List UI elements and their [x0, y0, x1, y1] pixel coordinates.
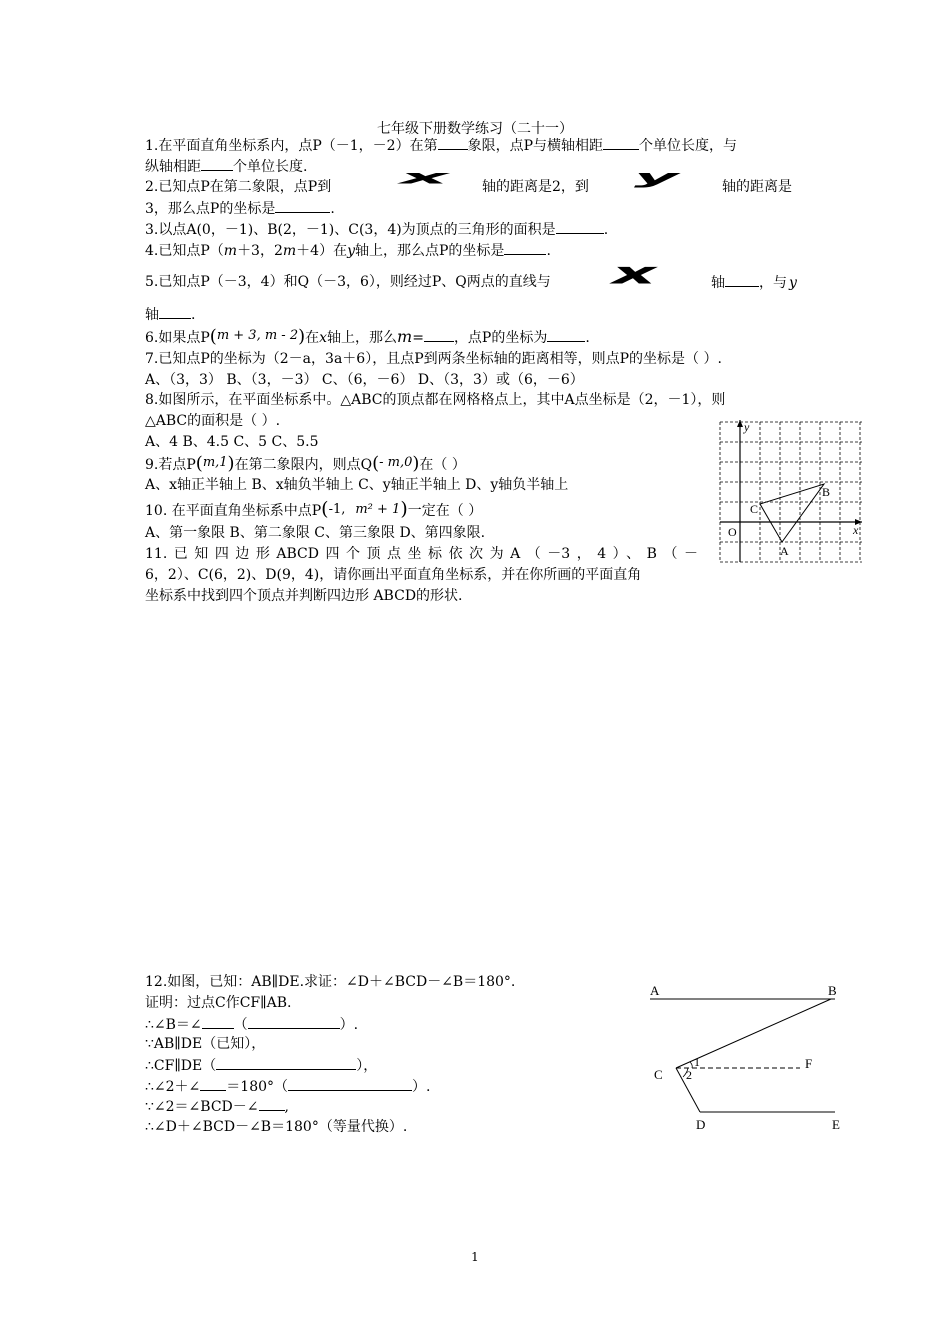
q6-expr: m + 3, m - 2 — [216, 328, 299, 343]
q5-line2 — [145, 305, 195, 324]
q5-line1-right — [711, 273, 797, 292]
q1-line2 — [145, 157, 307, 176]
q3-text-a: 3.以点A(0，－1)、B(2，－1)、C(3，4)为顶点的三角形的面积是 — [145, 222, 556, 238]
q6-line — [145, 327, 590, 347]
q11-line2: 6，2）、C(6，2)、D(9，4)，请你画出平面直角坐标系，并在你所画的平面直角 — [145, 567, 642, 583]
q12-l7-text-a: ∵∠2＝∠BCD－∠ — [145, 1099, 259, 1115]
q2-y-glyph: y — [634, 166, 679, 189]
q9-options[interactable]: A、x轴正半轴上 B、x轴负半轴上 C、y轴正半轴上 D、y轴负半轴上 — [145, 477, 569, 493]
q1-text-c: 个单位长度，与 — [639, 138, 738, 154]
fig12-label-2: 2 — [686, 1068, 692, 1082]
q6-blank1[interactable] — [424, 328, 454, 342]
q1-blank-horizontal[interactable] — [603, 136, 639, 150]
fig12-label-a: A — [650, 983, 660, 998]
q4-blank[interactable] — [504, 241, 546, 255]
q9-paren-close1: ) — [227, 453, 235, 474]
q4-text-b: ＋3，2 — [237, 243, 283, 259]
parallel-lines-figure — [640, 978, 850, 1138]
q12-line8: ∴∠D＋∠BCD－∠B＝180°（等量代换）. — [145, 1119, 408, 1135]
fig12-label-d: D — [696, 1117, 706, 1132]
q12-blank-reason1[interactable] — [248, 1015, 340, 1029]
q2-text-a: 2.已知点P在第二象限，点P到 — [145, 179, 332, 195]
grid-figure — [716, 418, 866, 568]
q5-text-d: 轴 — [145, 307, 159, 323]
q9-paren-close2: ) — [412, 453, 420, 474]
fig12-label-b: B — [828, 983, 837, 998]
q10-line — [145, 500, 482, 520]
q3-text-b: . — [603, 222, 609, 238]
q4-var-m2: m — [282, 243, 297, 259]
q6-blank2[interactable] — [547, 328, 585, 342]
q12-blank-reason2[interactable] — [216, 1056, 356, 1070]
q12-l6-text-a: ∴∠2＋∠ — [145, 1079, 201, 1095]
q5-line1 — [145, 273, 551, 291]
q12-line6 — [145, 1077, 430, 1096]
q12-l3-text-b: （ — [233, 1017, 248, 1033]
q10-text-a: 10. 在平面直角坐标系中点P — [145, 503, 322, 519]
y-axis-arrow — [737, 420, 743, 427]
q4-text-e: . — [546, 243, 551, 259]
grid-label-a: A — [780, 544, 789, 558]
fig12-label-1: 1 — [694, 1055, 700, 1069]
q1-blank-vertical[interactable] — [201, 157, 233, 171]
q6-text-f: . — [585, 330, 590, 346]
q5-text-c: ，与 — [759, 275, 787, 291]
fig12-label-e: E — [832, 1117, 840, 1132]
q9-line — [145, 454, 466, 474]
fig12-label-f: F — [805, 1056, 813, 1071]
q12-l3-text-a: ∴∠B＝∠ — [145, 1017, 202, 1033]
q12-l5-text-b: ）， — [356, 1058, 378, 1074]
q4-text-a: 4.已知点P（ — [145, 243, 224, 259]
q10-options[interactable]: A、第一象限 B、第二象限 C、第三象限 D、第四象限. — [145, 525, 486, 541]
q7-options[interactable]: A、（3，3） B、（3，－3） C、（6，－6） D、（3，3）或（6，－6） — [145, 372, 584, 388]
grid-label-y: y — [744, 420, 750, 434]
grid-lines — [720, 422, 862, 562]
q1-blank-quadrant[interactable] — [438, 136, 468, 150]
q2-text-b: 轴的距离是2，到 — [482, 179, 589, 195]
q6-text-e: ，点P的坐标为 — [453, 330, 548, 346]
q12-l3-text-c: ）. — [339, 1017, 359, 1033]
q2-line1 — [145, 178, 331, 196]
q6-text-b: 在 — [305, 330, 320, 346]
q5-text-b: 轴 — [711, 275, 725, 291]
q1-text-d: 纵轴相距 — [145, 159, 201, 175]
grid-label-x: x — [853, 523, 859, 537]
q12-l5-text-a: ∴CF∥DE（ — [145, 1058, 217, 1074]
q9-expr-p: m,1 — [202, 455, 228, 470]
q4-text-c: ＋4）在 — [296, 243, 348, 259]
q6-var-m: m — [397, 327, 413, 346]
q4-text-d: 轴上，那么点P的坐标是 — [355, 243, 505, 259]
q12-line4: ∵AB∥DE（已知）， — [145, 1036, 266, 1052]
q12-line2: 证明：过点C作CF∥AB. — [145, 995, 292, 1011]
q1-text-e: 个单位长度. — [233, 159, 308, 175]
q8-stem2: △ABC的面积是（ ）. — [145, 413, 281, 429]
q2-line2 — [145, 199, 335, 218]
q6-paren-open: ( — [209, 326, 217, 347]
q12-l7-text-b: , — [284, 1099, 289, 1115]
q2-blank[interactable] — [275, 199, 330, 213]
q12-line7 — [145, 1097, 289, 1116]
q9-text-a: 9.若点P — [145, 457, 196, 473]
grid-label-o: O — [728, 525, 737, 539]
q1-text-a: 1.在平面直角坐标系内，点P（－1，－2）在第 — [145, 138, 438, 154]
q3-blank[interactable] — [556, 220, 604, 234]
q2-text-c: 轴的距离是 — [722, 179, 792, 195]
q5-text-a: 5.已知点P（－3，4）和Q（－3，6），则经过P、Q两点的直线与 — [145, 274, 551, 290]
q2-x-glyph: x — [400, 166, 449, 189]
fig12-label-c: C — [654, 1067, 663, 1082]
q6-text-d: = — [412, 330, 424, 346]
q12-blank-angle1[interactable] — [202, 1015, 234, 1029]
q12-line3 — [145, 1015, 358, 1034]
q12-line1: 12.如图，已知：AB∥DE.求证：∠D＋∠BCD－∠B＝180°. — [145, 974, 516, 990]
q10-paren-close: ) — [400, 498, 408, 520]
q1-text-b: 象限，点P与横轴相距 — [467, 138, 604, 154]
q9-text-c: 在（ ） — [419, 457, 466, 473]
q2-text-d: 3，那么点P的坐标是 — [145, 201, 276, 217]
q9-paren-open1: ( — [195, 453, 203, 474]
q4-line — [145, 241, 551, 260]
q11-line1: 11.已知四边形ABCD四个顶点坐标依次为A（－3，4）、B（－ — [145, 546, 698, 562]
q1-line1 — [145, 136, 737, 155]
q6-var-x: x — [319, 330, 328, 346]
q12-blank-reason3[interactable] — [288, 1077, 412, 1091]
q5-var-y: y — [789, 275, 797, 291]
q7-stem: 7.已知点P的坐标为（2－a，3a＋6），且点P到两条坐标轴的距离相等，则点P的坐标是（ ）. — [145, 351, 722, 367]
q12-l6-text-c: ）. — [412, 1079, 431, 1095]
q5-text-e: . — [191, 307, 196, 323]
q5-x-glyph: x — [612, 256, 657, 292]
grid-label-b: B — [822, 485, 831, 499]
q6-text-c: 轴上，那么 — [327, 330, 398, 346]
q12-blank-angle3[interactable] — [259, 1097, 285, 1111]
q4-var-m1: m — [223, 243, 238, 259]
q10-paren-open: ( — [321, 498, 329, 520]
grid-label-c: C — [750, 502, 759, 516]
q8-options[interactable]: A、4 B、4.5 C、5 C、5.5 — [145, 434, 319, 450]
q11-line3: 坐标系中找到四个顶点并判断四边形 ABCD的形状. — [145, 588, 463, 604]
triangle-abc — [760, 484, 824, 542]
q4-var-y: y — [347, 243, 356, 259]
page-title: 七年级下册数学练习（二十一） — [377, 121, 573, 137]
q12-blank-angle2[interactable] — [200, 1077, 226, 1091]
q5-blank1[interactable] — [725, 273, 759, 287]
q9-paren-open2: ( — [372, 453, 380, 474]
q9-expr-q: - m,0 — [379, 455, 413, 470]
q12-line5 — [145, 1056, 377, 1075]
q6-paren-close: ) — [298, 326, 306, 347]
q10-expr2: m² + 1 — [355, 502, 401, 517]
q8-stem1: 8.如图所示，在平面坐标系中。△ABC的顶点都在网格格点上，其中A点坐标是（2，－1），则 — [145, 392, 726, 408]
q3-line — [145, 220, 608, 239]
q6-text-a: 6.如果点P — [145, 330, 210, 346]
q10-text-b: 一定在（ ） — [407, 503, 483, 519]
q5-blank2[interactable] — [159, 305, 191, 319]
q10-expr1: -1, — [328, 502, 346, 517]
q9-text-b: 在第二象限内，则点Q — [234, 457, 373, 473]
q12-l6-text-b: ＝180°（ — [226, 1079, 289, 1095]
page-number: 1 — [471, 1250, 479, 1264]
q2-text-e: . — [330, 201, 335, 217]
